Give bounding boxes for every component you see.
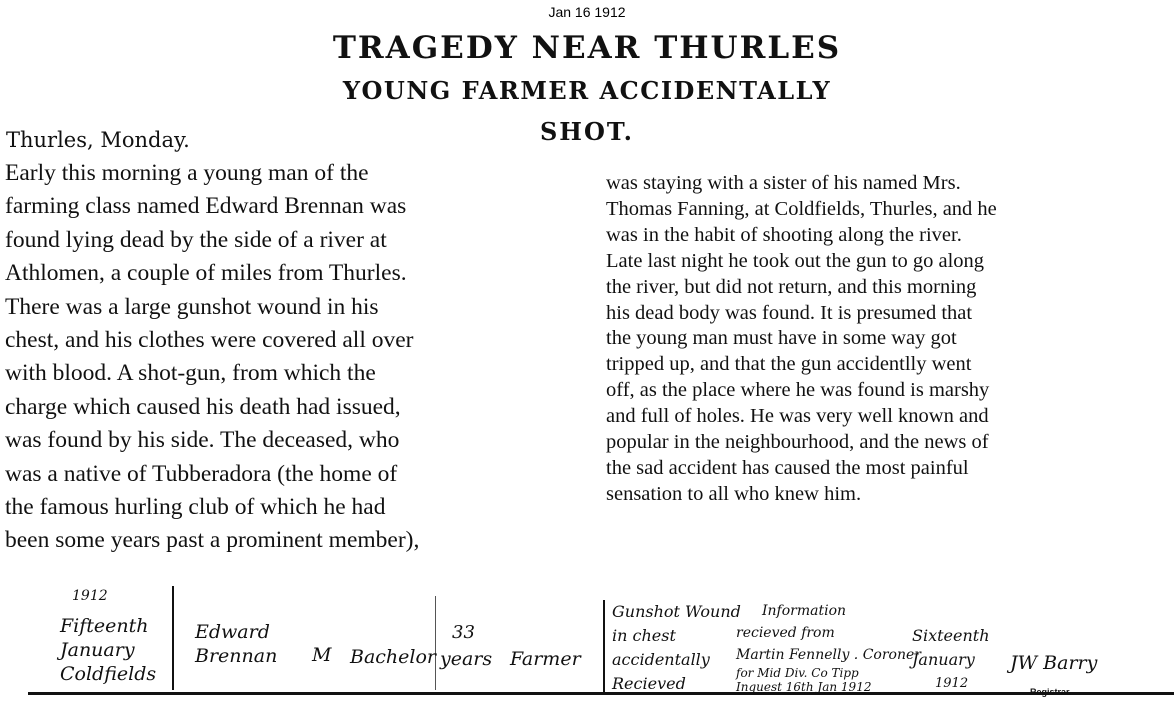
register-informant-line: recieved from <box>736 625 835 641</box>
register-occupation: Farmer <box>510 648 581 670</box>
page-date: Jan 16 1912 <box>548 4 626 20</box>
register-age-unit: years <box>440 648 493 670</box>
register-bottom-rule <box>28 692 1174 695</box>
register-informant-line: Martin Fennelly . Coroner <box>736 647 921 663</box>
article-line: Late last night he took out the gun to go along <box>606 249 985 272</box>
article-line: the river, but did not return, and this morning <box>606 275 977 298</box>
register-cause-line: Recieved <box>612 674 686 693</box>
register-informant-line: Information <box>762 603 847 619</box>
article-line: sensation to all who knew him. <box>606 482 862 505</box>
article-dateline: Thurles, Monday. <box>6 128 190 152</box>
article-subheadline: YOUNG FARMER ACCIDENTALLY <box>342 76 832 105</box>
register-name-line: Brennan <box>195 645 278 667</box>
article-line: off, as the place where he was found is marshy <box>606 379 990 402</box>
register-divider <box>603 600 605 692</box>
article-line: the sad accident has caused the most painful <box>606 456 969 479</box>
register-cause-line: accidentally <box>612 650 710 669</box>
article-line: was found by his side. The deceased, who <box>5 427 400 454</box>
register-date-line: Fifteenth <box>60 615 149 637</box>
register-informant-line: for Mid Div. Co Tipp <box>736 666 859 680</box>
register-informant <box>736 600 921 694</box>
register-divider <box>172 586 174 690</box>
article-line: charge which caused his death had issued, <box>5 393 401 420</box>
register-date-of-death <box>60 614 156 686</box>
register-name <box>195 620 277 668</box>
register-name-line: Edward <box>195 621 270 643</box>
register-entry <box>0 580 1174 718</box>
article-line: Thomas Fanning, at Coldfields, Thurles, and he <box>606 197 997 220</box>
article-line: was a native of Tubberadora (the home of <box>5 460 398 487</box>
article-line: the young man must have in some way got <box>606 327 957 350</box>
article-line: popular in the neighbourhood, and the news of <box>606 431 989 453</box>
article-subheadline-continued: SHOT. <box>539 117 635 146</box>
article-line: found lying dead by the side of a river at <box>5 226 387 253</box>
register-year: 1912 <box>72 588 108 604</box>
article-line: was in the habit of shooting along the river. <box>606 223 962 246</box>
article-line: the famous hurling club of which he had <box>5 494 386 520</box>
register-divider <box>435 596 436 690</box>
article-line: was staying with a sister of his named Mrs. <box>606 172 961 194</box>
article-line: farming class named Edward Brennan was <box>5 193 407 220</box>
article-line: tripped up, and that the gun accidentlly went <box>606 353 972 376</box>
article-line: with blood. A shot-gun, from which the <box>5 360 376 387</box>
register-date-line: January <box>60 639 135 661</box>
register-cause-line: Gunshot Wound <box>612 602 741 621</box>
register-sex: M <box>312 644 332 666</box>
article-line: There was a large gunshot wound in his <box>5 293 379 320</box>
register-registered-line: Sixteenth <box>912 626 990 645</box>
register-date-registered <box>912 624 990 672</box>
register-cause-line: in chest <box>612 626 676 645</box>
register-registered-line: January <box>912 650 975 669</box>
article-line: Early this morning a young man of the <box>5 160 369 186</box>
register-registered-year: 1912 <box>935 676 969 691</box>
article-line: chest, and his clothes were covered all over <box>5 327 414 353</box>
registrar-label: Registrar. <box>1030 687 1072 697</box>
register-date-line: Coldfields <box>60 663 157 685</box>
article-line: been some years past a prominent member), <box>5 527 420 554</box>
register-condition: Bachelor <box>350 646 437 668</box>
register-informant-line: Inquest 16th Jan 1912 <box>736 680 872 694</box>
article-line: his dead body was found. It is presumed that <box>606 301 973 324</box>
article-line: Athlomen, a couple of miles from Thurles. <box>5 260 407 287</box>
register-cause-of-death <box>612 600 741 696</box>
article-line: and full of holes. He was very well known and <box>606 405 989 428</box>
registrar-signature: JW Barry <box>1010 652 1098 674</box>
register-age: 33 <box>452 622 475 643</box>
article-headline: TRAGEDY NEAR THURLES <box>332 30 842 66</box>
